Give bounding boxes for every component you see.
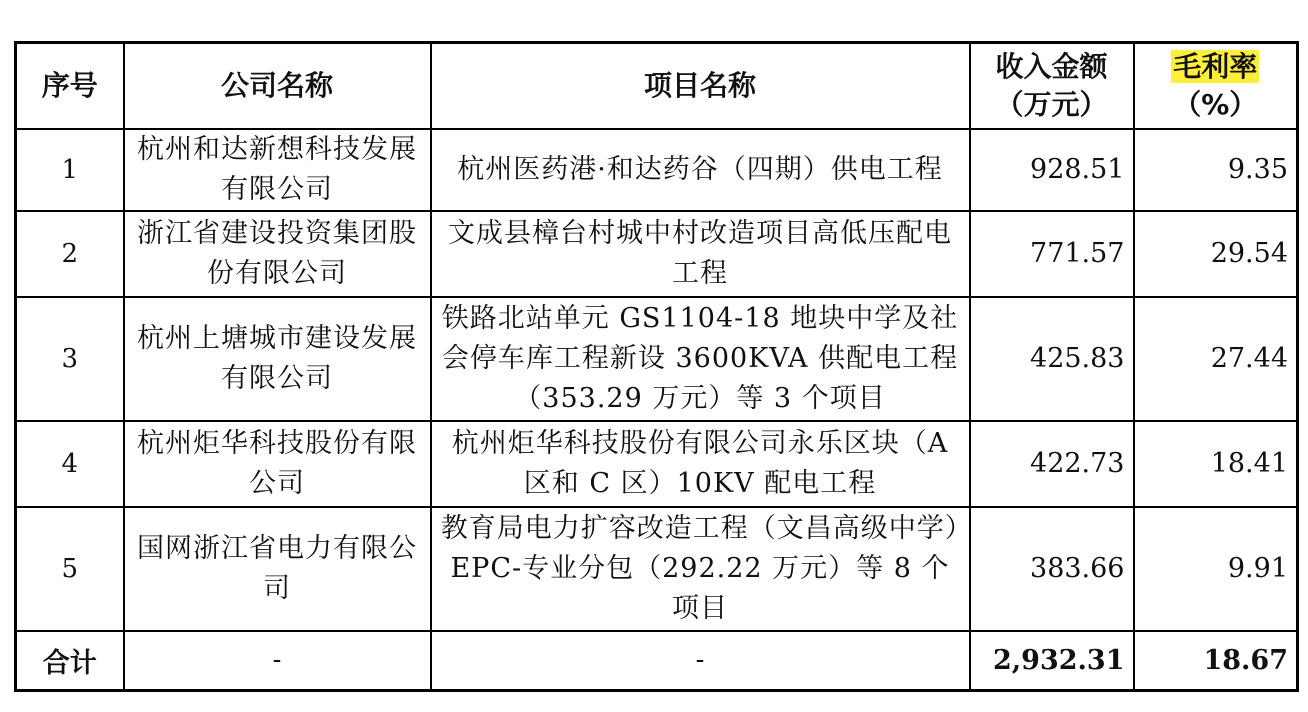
row-company: 国网浙江省电力有限公司 bbox=[124, 507, 431, 631]
row-revenue: 771.57 bbox=[970, 211, 1134, 297]
row-seq: 5 bbox=[16, 507, 124, 631]
row-seq: 4 bbox=[16, 421, 124, 507]
row-project: 杭州医药港·和达药谷（四期）供电工程 bbox=[431, 129, 970, 211]
header-margin bbox=[1134, 43, 1298, 129]
header-revenue bbox=[970, 43, 1134, 129]
row-margin: 18.41 bbox=[1134, 421, 1298, 507]
total-row bbox=[16, 631, 1298, 691]
row-seq: 3 bbox=[16, 297, 124, 421]
table-row bbox=[16, 507, 1298, 631]
customer-revenue-table bbox=[14, 41, 1299, 692]
row-revenue: 383.66 bbox=[970, 507, 1134, 631]
table-row bbox=[16, 129, 1298, 211]
row-margin: 9.91 bbox=[1134, 507, 1298, 631]
header-row bbox=[16, 43, 1298, 129]
total-company: - bbox=[124, 631, 431, 691]
header-margin-title-highlighted: 毛利率 bbox=[1173, 49, 1258, 83]
row-revenue: 422.73 bbox=[970, 421, 1134, 507]
row-company: 杭州和达新想科技发展有限公司 bbox=[124, 129, 431, 211]
header-revenue-title: 收入金额 bbox=[995, 49, 1108, 83]
row-margin: 29.54 bbox=[1134, 211, 1298, 297]
total-project: - bbox=[431, 631, 970, 691]
header-margin-unit: （%） bbox=[1173, 87, 1258, 121]
row-revenue: 928.51 bbox=[970, 129, 1134, 211]
row-revenue: 425.83 bbox=[970, 297, 1134, 421]
table-row bbox=[16, 297, 1298, 421]
row-project: 铁路北站单元 GS1104-18 地块中学及社会停车库工程新设 3600KVA 供配电工程（353.29 万元）等 3 个项目 bbox=[431, 297, 970, 421]
row-company: 杭州上塘城市建设发展有限公司 bbox=[124, 297, 431, 421]
row-company: 浙江省建设投资集团股份有限公司 bbox=[124, 211, 431, 297]
total-revenue: 2,932.31 bbox=[970, 631, 1134, 691]
header-revenue-unit: （万元） bbox=[995, 87, 1108, 121]
row-project: 文成县樟台村城中村改造项目高低压配电工程 bbox=[431, 211, 970, 297]
header-project: 项目名称 bbox=[431, 43, 970, 129]
row-seq: 1 bbox=[16, 129, 124, 211]
row-margin: 9.35 bbox=[1134, 129, 1298, 211]
total-label: 合计 bbox=[16, 631, 124, 691]
header-seq: 序号 bbox=[16, 43, 124, 129]
row-seq: 2 bbox=[16, 211, 124, 297]
row-project: 杭州炬华科技股份有限公司永乐区块（A 区和 C 区）10KV 配电工程 bbox=[431, 421, 970, 507]
table-row bbox=[16, 211, 1298, 297]
header-company: 公司名称 bbox=[124, 43, 431, 129]
table-row bbox=[16, 421, 1298, 507]
row-company: 杭州炬华科技股份有限公司 bbox=[124, 421, 431, 507]
row-margin: 27.44 bbox=[1134, 297, 1298, 421]
total-margin: 18.67 bbox=[1134, 631, 1298, 691]
row-project: 教育局电力扩容改造工程（文昌高级中学）EPC-专业分包（292.22 万元）等 8 个项目 bbox=[431, 507, 970, 631]
